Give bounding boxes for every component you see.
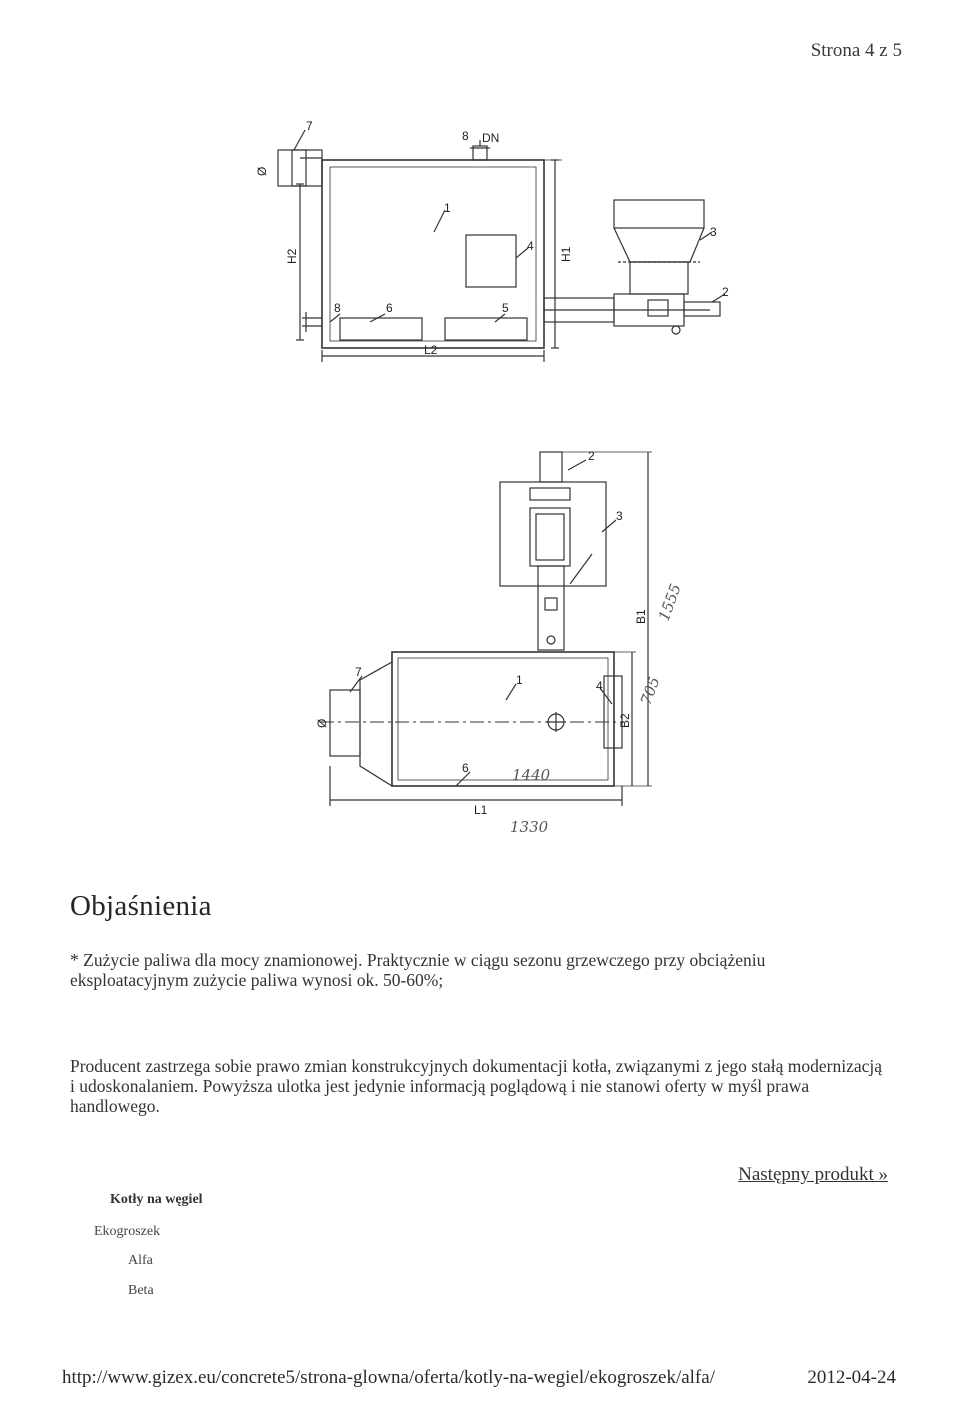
page-number: Strona 4 z 5 <box>810 40 902 61</box>
handwritten-1440: 1440 <box>512 766 551 784</box>
label-7-top: 7 <box>355 665 362 679</box>
label-2-top: 2 <box>588 449 595 463</box>
top-view <box>320 452 652 806</box>
category-title: Kotły na węgiel <box>110 1192 203 1207</box>
manufacturer-disclaimer: Producent zastrzega sobie prawo zmian konstrukcyjnych dokumentacji kotła, związanymi z jego stałą modernizacją i udoskonalaniem. Powyższa ulotka jest jedynie informacją poglądową i nie stanowi oferty w myśl prawa handlowego. <box>70 1056 882 1116</box>
explanations-heading: Objaśnienia <box>70 890 212 922</box>
footer-url: http://www.gizex.eu/concrete5/strona-glowna/oferta/kotly-na-wegiel/ekogroszek/alfa/ <box>62 1367 715 1388</box>
handwritten-notes <box>510 581 685 836</box>
top-view-labels <box>315 449 648 817</box>
label-5: 5 <box>502 301 509 315</box>
handwritten-1555: 1555 <box>654 581 685 624</box>
nav-item-alfa[interactable]: Alfa <box>128 1253 153 1268</box>
label-h1: H1 <box>559 246 573 262</box>
label-3: 3 <box>710 225 717 239</box>
label-dn: DN <box>482 131 500 145</box>
footer-date: 2012-04-24 <box>807 1367 896 1388</box>
nav-item-ekogroszek[interactable]: Ekogroszek <box>94 1224 161 1239</box>
label-6: 6 <box>386 301 393 315</box>
handwritten-705: 705 <box>636 674 664 708</box>
handwritten-1330: 1330 <box>510 818 549 836</box>
next-product-link[interactable]: Następny produkt » <box>738 1164 888 1185</box>
label-8-bottom: 8 <box>334 301 341 315</box>
nav-item-beta[interactable]: Beta <box>128 1283 154 1298</box>
fuel-consumption-note: * Zużycie paliwa dla mocy znamionowej. Praktycznie w ciągu sezonu grzewczego przy obciążeniu eksploatacyjnym zużycie paliwa wynosi ok. 50-60%; <box>70 950 766 990</box>
label-6-top: 6 <box>462 761 469 775</box>
label-8: 8 <box>462 129 469 143</box>
label-b2: B2 <box>618 713 632 728</box>
label-1: 1 <box>444 201 451 215</box>
label-1-top: 1 <box>516 673 523 687</box>
side-view <box>278 130 725 362</box>
label-3-top: 3 <box>616 509 623 523</box>
label-h2: H2 <box>285 248 299 264</box>
side-view-labels <box>255 119 729 357</box>
label-4: 4 <box>527 239 534 253</box>
label-diameter: Ø <box>255 166 269 176</box>
label-l1: L1 <box>474 803 488 817</box>
label-7: 7 <box>306 119 313 133</box>
label-b1: B1 <box>634 609 648 624</box>
label-2: 2 <box>722 285 729 299</box>
label-diameter-top: Ø <box>315 718 329 728</box>
label-4-top: 4 <box>596 679 603 693</box>
label-l2: L2 <box>424 343 438 357</box>
